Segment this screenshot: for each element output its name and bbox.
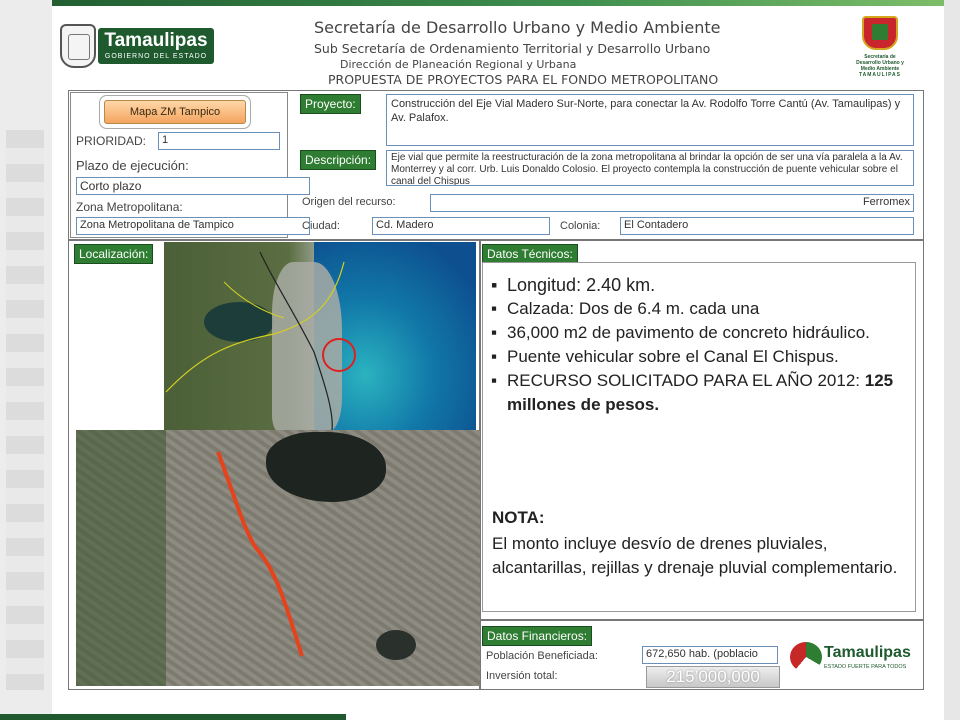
priority-field[interactable]: 1 [158, 132, 280, 150]
boundary-lines [164, 242, 476, 430]
description-field[interactable]: Eje vial que permite la reestructuración de la zona metropolitana al brindar la opción de ser una vía paralela a la Av. Monterrey y al corr. Urb. Luis Donaldo Colosio. El proyecto contempla la construcción de puente vehicular sobre el canal del Chispus [386, 150, 914, 186]
zone-label: Zona Metropolitana: [76, 200, 183, 214]
bottom-border [0, 714, 346, 720]
org-line-4: PROPUESTA DE PROYECTOS PARA EL FONDO METROPOLITANO [328, 72, 719, 87]
project-location-marker [322, 338, 356, 372]
map-zm-tampico-button[interactable]: Mapa ZM Tampico [104, 100, 246, 124]
population-field[interactable]: 672,650 hab. (poblacio [642, 646, 778, 664]
org-line-1: Secretaría de Desarrollo Urbano y Medio Ambiente [314, 18, 721, 37]
priority-label: PRIORIDAD: [76, 134, 147, 148]
request-amount: 125 millones de pesos. [507, 371, 894, 414]
technical-tag: Datos Técnicos: [482, 244, 578, 264]
small-logo-name: Tamaulipas [824, 644, 911, 661]
location-tag: Localización: [74, 244, 153, 264]
colony-field[interactable]: El Contadero [620, 217, 914, 235]
tech-item-length: ▪ Longitud: 2.40 km. [491, 273, 907, 297]
city-field[interactable]: Cd. Madero [372, 217, 550, 235]
left-decorative-panel [0, 0, 52, 720]
secretaria-logo [852, 16, 908, 78]
term-label: Plazo de ejecución: [76, 158, 189, 173]
secretaria-logo-text: Secretaría de Desarrollo Urbano y Medio Ambiente [856, 54, 904, 72]
regional-satellite-map[interactable] [164, 242, 476, 430]
colony-label: Colonia: [560, 220, 601, 232]
investment-field[interactable]: 215’000,000 [646, 666, 780, 688]
financial-tag: Datos Financieros: [482, 626, 592, 646]
secretaria-logo-state: TAMAULIPAS [858, 72, 902, 78]
project-field[interactable]: Construcción del Eje Vial Madero Sur-Norte, para conectar la Av. Rodolfo Torre Cantú (Av. Tamaulipas) y Av. Palafox. [386, 94, 914, 146]
project-tag: Proyecto: [300, 94, 361, 114]
tamaulipas-flag-icon [790, 642, 822, 672]
city-label: Ciudad: [302, 220, 340, 232]
population-label: Población Beneficiada: [486, 650, 598, 662]
origin-label: Origen del recurso: [302, 196, 396, 208]
description-tag: Descripción: [300, 150, 376, 170]
logo-name: Tamaulipas [104, 30, 208, 51]
tamaulipas-strong-state-logo [790, 636, 918, 682]
coat-of-arms-icon [862, 16, 898, 50]
origin-field[interactable]: Ferromex [430, 194, 914, 212]
note-text: El monto incluye desvío de drenes pluviales, alcantarillas, rejillas y drenaje pluvial complementario. [492, 534, 898, 577]
logo-subtitle: GOBIERNO DEL ESTADO [104, 53, 208, 60]
term-field[interactable]: Corto plazo [76, 177, 310, 195]
investment-label: Inversión total: [486, 670, 558, 682]
tech-item-roadway: ▪ Calzada: Dos de 6.4 m. cada una [491, 297, 907, 321]
top-border [0, 0, 960, 6]
note-title: NOTA: [492, 508, 545, 527]
small-logo-tagline: ESTADO FUERTE PARA TODOS [824, 664, 907, 670]
tamaulipas-logo [58, 22, 216, 70]
state-crest-icon [60, 24, 96, 68]
tech-item-bridge: ▪ Puente vehicular sobre el Canal El Chispus. [491, 345, 907, 369]
org-line-3: Dirección de Planeación Regional y Urbana [340, 58, 577, 71]
proposed-road-route [76, 430, 480, 686]
tech-item-pavement: ▪ 36,000 m2 de pavimento de concreto hidráulico. [491, 321, 907, 345]
org-line-2: Sub Secretaría de Ordenamiento Territorial y Desarrollo Urbano [314, 41, 711, 56]
route-satellite-map[interactable] [76, 430, 480, 686]
right-decorative-panel [944, 0, 960, 720]
tech-item-request: ▪ RECURSO SOLICITADO PARA EL AÑO 2012: 125 millones de pesos. [491, 369, 907, 417]
zone-field[interactable]: Zona Metropolitana de Tampico [76, 217, 310, 235]
